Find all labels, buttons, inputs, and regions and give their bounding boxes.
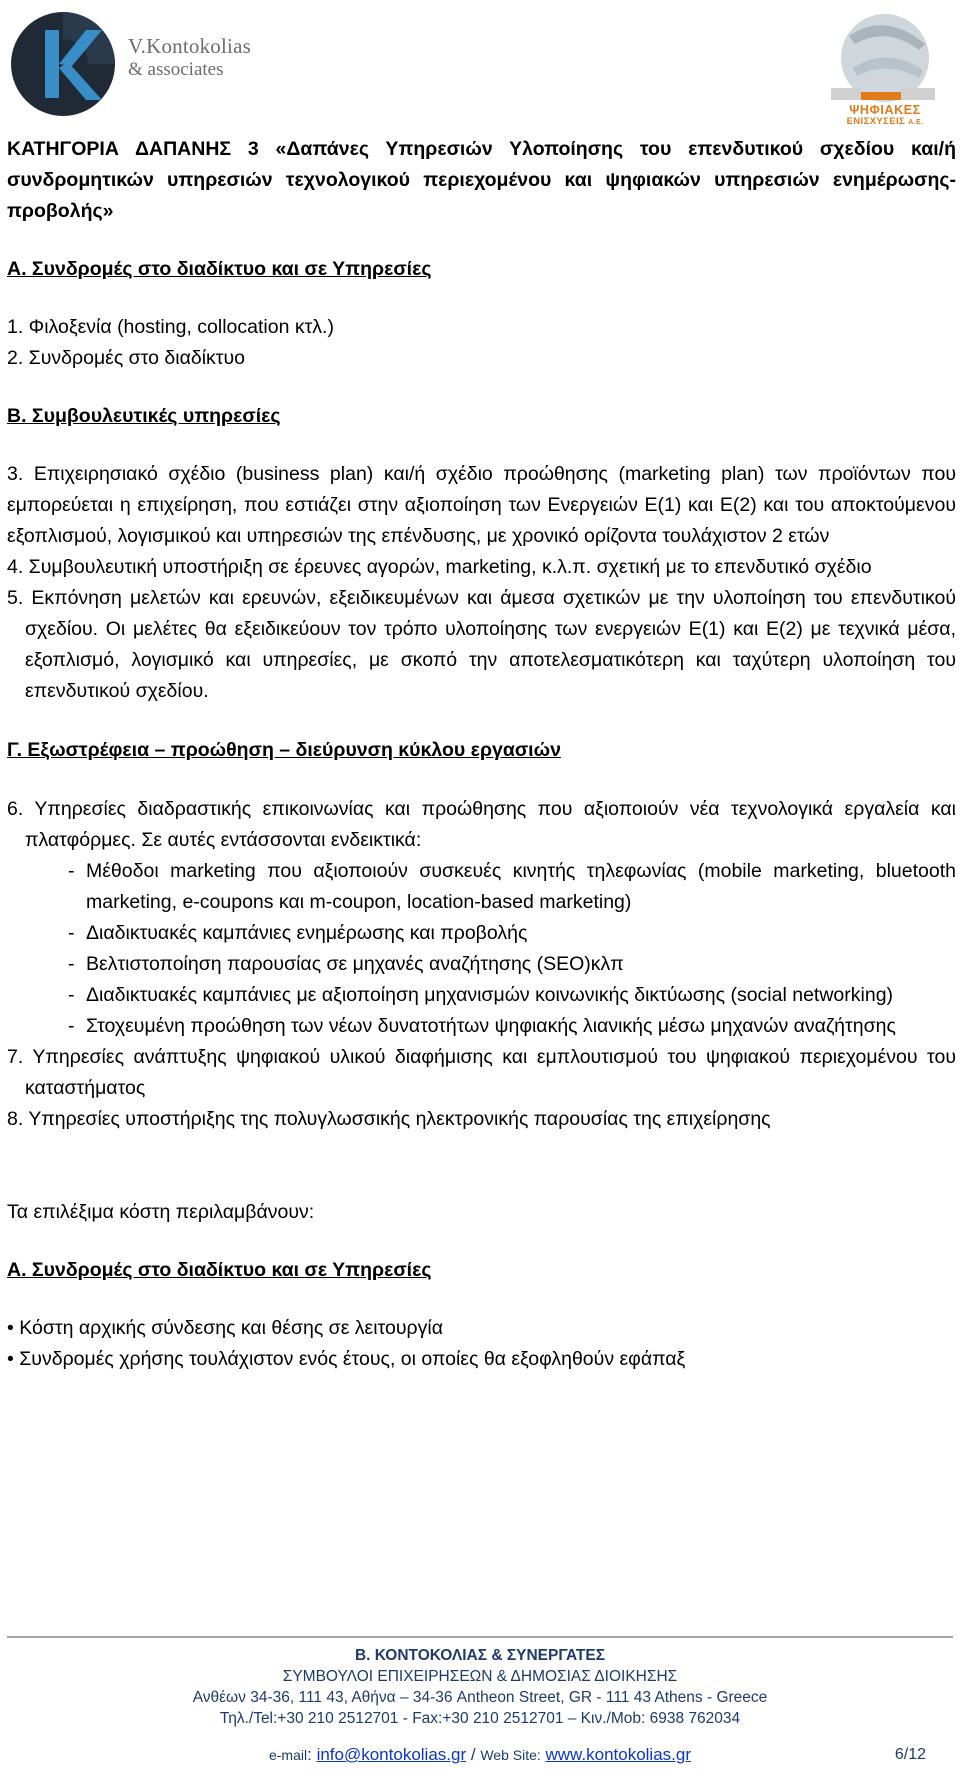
website-link[interactable]: www.kontokolias.gr: [545, 1745, 692, 1764]
page-number: 6/12: [894, 1746, 926, 1763]
item-4: 4. Συμβουλευτική υποστήριξη σε έρευνες αγορών, marketing, κ.λ.π. σχετική με το επενδυτικό σχέδιο: [7, 556, 872, 578]
footer-company: Β. ΚΟΝΤΟΚΟΛΙΑΣ & ΣΥΝΕΡΓΑΤΕΣ: [354, 1647, 605, 1664]
section-b-title: Β. Συμβουλευτικές υπηρεσίες: [7, 405, 281, 427]
item-8: 8. Υπηρεσίες υποστήριξης της πολυγλωσσικής ηλεκτρονικής παρουσίας της επιχείρησης: [7, 1108, 771, 1130]
dash-marker: -: [68, 984, 75, 1006]
footer-tagline: ΣΥΜΒΟΥΛΟΙ ΕΠΙΧΕΙΡΗΣΕΩΝ & ΔΗΜΟΣΙΑΣ ΔΙΟΙΚΗΣΗΣ: [282, 1668, 678, 1685]
dash-marker: -: [68, 860, 75, 882]
website-label: Web Site:: [480, 1747, 541, 1763]
email-label: e-mail: [268, 1747, 308, 1763]
k-emblem-icon: [8, 6, 123, 124]
digital-grants-line-1: ΨΗΦΙΑΚΕΣ: [849, 103, 921, 117]
dash-marker: -: [68, 922, 75, 944]
digital-grants-line-2: [823, 117, 947, 127]
list-item: [7, 980, 956, 1011]
subitem-text: Διαδικτυακές καμπάνιες με αξιοποίηση μηχανισμών κοινωνικής δικτύωσης (social networking): [86, 984, 894, 1006]
logo-line-1: V.Kontokolias: [128, 34, 251, 58]
item-7: 7. Υπηρεσίες ανάπτυξης ψηφιακού υλικού διαφήμισης και εμπλουτισμού του ψηφιακού περιεχομένου του καταστήματος: [7, 1046, 956, 1099]
item-6-subitems: [7, 856, 956, 1042]
section-c-title: Γ. Εξωστρέφεια – προώθηση – διεύρυνση κύκλου εργασιών: [7, 739, 561, 761]
digital-grants-logo-icon: [815, 6, 950, 104]
digital-grants-line-2-text: ΕΝΙΣΧΥΣΕΙΣ: [846, 116, 906, 127]
dash-marker: -: [68, 953, 75, 975]
subitem-text: Στοχευμένη προώθηση των νέων δυνατοτήτων ψηφιακής λιανικής μέσω μηχανών αναζήτησης: [86, 1015, 896, 1037]
email-colon: :: [307, 1745, 312, 1764]
item-5: 5. Εκπόνηση μελετών και ερευνών, εξειδικευμένων και άμεσα σχετικών με την υλοποίηση του επενδυτικού σχεδίου. Οι μελέτες θα εξειδικεύουν τον τρόπο υλοποίησης των ενεργειών Ε(1) και Ε(2) με τεχνικά μέσα, εξοπλισμό, λογισμικό και υπηρεσίες, με σκοπό την αποτελεσματικότερη και ταχύτερη υλοποίηση του επενδυτικού σχεδίου.: [7, 587, 956, 702]
bullet-item-1: • Κόστη αρχικής σύνδεσης και θέσης σε λειτουργία: [7, 1317, 443, 1339]
document-body: [7, 134, 956, 1375]
company-logo: [8, 6, 278, 126]
item-3: 3. Επιχειρησιακό σχέδιο (business plan) και/ή σχέδιο προώθησης (marketing plan) των προϊόντων που εμπορεύεται η επιχείρηση, που εστιάζει στην αξιοποίηση των Ενεργειών Ε(1) και Ε(2) και του αποκτούμενου εξοπλισμού, λογισμικού και υπηρεσιών της επένδυσης, με χρονικό ορίζοντα τουλάχιστον 2 ετών: [7, 463, 956, 547]
item-2: 2. Συνδρομές στο διαδίκτυο: [7, 347, 246, 369]
subitem-text: Μέθοδοι marketing που αξιοποιούν συσκευές κινητής τηλεφωνίας (mobile marketing, bluetooth marketing, e-coupons και m-coupon, location-based marketing): [86, 860, 956, 913]
company-logo-text: [128, 36, 251, 79]
item-6: 6. Υπηρεσίες διαδραστικής επικοινωνίας και προώθησης που αξιοποιούν νέα τεχνολογικά εργαλεία και πλατφόρμες. Σε αυτές εντάσσονται ενδεικτικά:: [7, 798, 956, 851]
footer-address: Ανθέων 34-36, 111 43, Αθήνα – 34-36 Antheon Street, GR - 111 43 Athens - Greece: [192, 1689, 768, 1706]
footer-phones: Τηλ./Tel:+30 210 2512701 - Fax:+30 210 2512701 – Κιν./Mob: 6938 762034: [219, 1710, 741, 1727]
logo-line-2: & associates: [128, 59, 224, 80]
item-1: 1. Φιλοξενία (hosting, collocation κτλ.): [7, 316, 334, 338]
list-item: [7, 949, 956, 980]
digital-grants-logo: [815, 6, 950, 131]
footer: [0, 1645, 960, 1729]
list-item: [7, 1011, 956, 1042]
email-link[interactable]: info@kontokolias.gr: [316, 1745, 467, 1764]
subitem-text: Βελτιστοποίηση παρουσίας σε μηχανές αναζήτησης (SEO)κλπ: [86, 953, 624, 975]
list-item: [7, 856, 956, 918]
digital-grants-suffix: Α.Ε.: [908, 119, 924, 126]
footer-contact: [0, 1744, 960, 1766]
bullet-item-2: • Συνδρομές χρήσης τουλάχιστον ενός έτους, οι οποίες θα εξοφληθούν εφάπαξ: [7, 1348, 686, 1370]
footer-divider: [7, 1636, 953, 1638]
subitem-text: Διαδικτυακές καμπάνιες ενημέρωσης και προβολής: [86, 922, 528, 944]
category-title: ΚΑΤΗΓΟΡΙΑ ΔΑΠΑΝΗΣ 3 «Δαπάνες Υπηρεσιών Υλοποίησης του επενδυτικού σχεδίου και/ή συνδρομητικών υπηρεσιών τεχνολογικού περιεχομένου και ψηφιακών υπηρεσιών ενημέρωσης-προβολής»: [7, 138, 956, 222]
eligible-costs-intro: Τα επιλέξιμα κόστη περιλαμβάνουν:: [7, 1201, 315, 1223]
eligible-section-a-title: Α. Συνδρομές στο διαδίκτυο και σε Υπηρεσίες: [7, 1259, 432, 1281]
contact-separator: /: [470, 1745, 476, 1764]
section-a-title: Α. Συνδρομές στο διαδίκτυο και σε Υπηρεσίες: [7, 258, 432, 280]
dash-marker: -: [68, 1015, 75, 1037]
list-item: [7, 918, 956, 949]
